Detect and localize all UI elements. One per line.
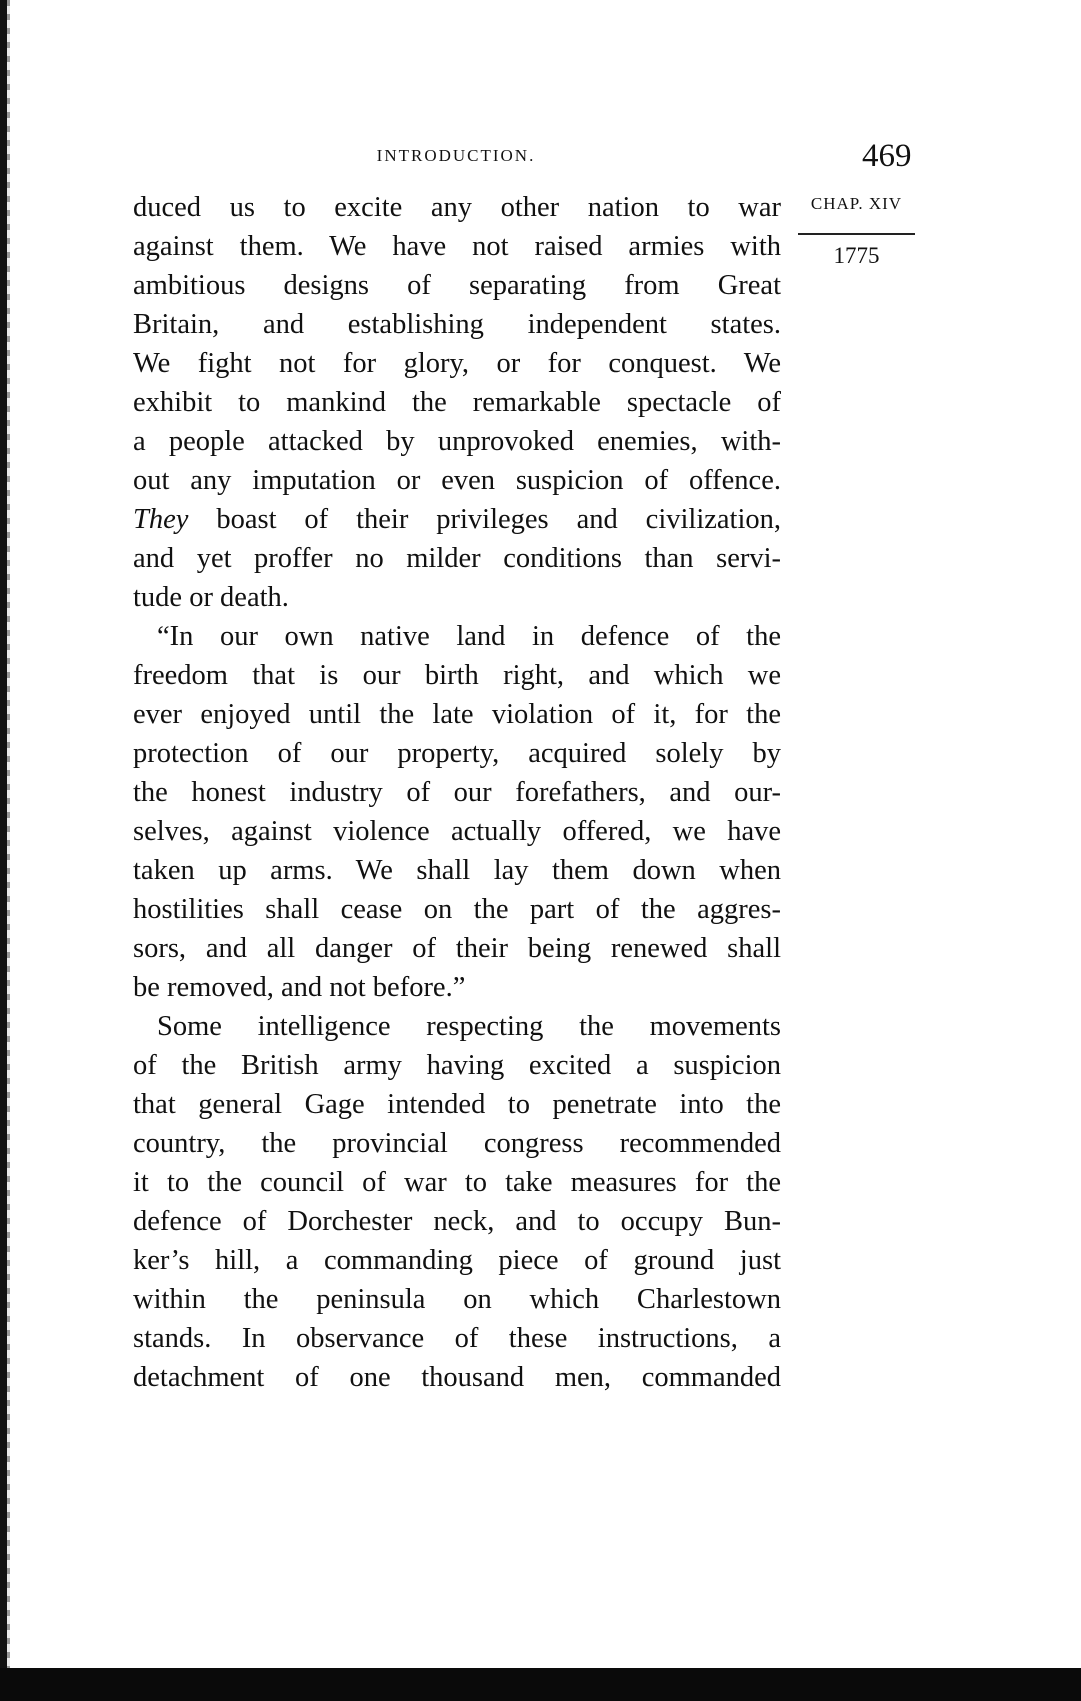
text-line: against them. We have not raised armies with bbox=[133, 231, 781, 262]
page-number: 469 bbox=[862, 138, 912, 174]
text-line: Some intelligence respecting the movements bbox=[157, 1011, 781, 1042]
text-line: be removed, and not before.” bbox=[133, 972, 466, 1003]
text-line: ambitious designs of separating from Great bbox=[133, 270, 781, 301]
text-segment: boast of their privileges and civilization, bbox=[216, 504, 782, 535]
text-line: a people attacked by unprovoked enemies, with- bbox=[133, 426, 781, 457]
text-line: Britain, and establishing independent states. bbox=[133, 309, 781, 340]
text-line: that general Gage intended to penetrate into the bbox=[133, 1089, 781, 1120]
text-line: and yet proffer no milder conditions than servi- bbox=[133, 543, 781, 574]
text-line: it to the council of war to take measures for the bbox=[133, 1167, 781, 1198]
text-line: the honest industry of our forefathers, and our- bbox=[133, 777, 781, 808]
text-line: sors, and all danger of their being renewed shall bbox=[133, 933, 781, 964]
text-line: detachment of one thousand men, commanded bbox=[133, 1362, 781, 1393]
text-line: of the British army having excited a suspicion bbox=[133, 1050, 781, 1081]
text-line: taken up arms. We shall lay them down when bbox=[133, 855, 781, 886]
scan-edge-left bbox=[0, 0, 7, 1701]
scan-edge-bottom bbox=[0, 1668, 1081, 1701]
paragraph-3 bbox=[133, 1007, 781, 1397]
text-line: We fight not for glory, or for conquest. We bbox=[133, 348, 781, 379]
text-line: “In our own native land in defence of the bbox=[157, 621, 781, 652]
text-line: freedom that is our birth right, and which we bbox=[133, 660, 781, 691]
text-line: stands. In observance of these instructions, a bbox=[133, 1323, 781, 1354]
scan-edge-shadow bbox=[7, 0, 10, 1701]
text-line: country, the provincial congress recommended bbox=[133, 1128, 781, 1159]
margin-rule bbox=[798, 233, 915, 235]
italic-word: They bbox=[133, 504, 189, 535]
text-line: duced us to excite any other nation to war bbox=[133, 192, 781, 223]
text-line: within the peninsula on which Charlestown bbox=[133, 1284, 781, 1315]
paragraph-1 bbox=[133, 188, 781, 617]
text-line: defence of Dorchester neck, and to occupy Bun- bbox=[133, 1206, 781, 1237]
text-line: tude or death. bbox=[133, 582, 289, 613]
text-line: ker’s hill, a commanding piece of ground just bbox=[133, 1245, 781, 1276]
margin-year: 1775 bbox=[833, 243, 880, 268]
text-line: exhibit to mankind the remarkable spectacle of bbox=[133, 387, 781, 418]
text-line: out any imputation or even suspicion of offence. bbox=[133, 465, 781, 496]
body-text bbox=[133, 188, 781, 1397]
paragraph-2 bbox=[133, 617, 781, 1007]
text-line bbox=[133, 500, 781, 539]
text-line: hostilities shall cease on the part of the aggres- bbox=[133, 894, 781, 925]
text-line: protection of our property, acquired solely by bbox=[133, 738, 781, 769]
text-line: selves, against violence actually offered, we have bbox=[133, 816, 781, 847]
margin-chapter: CHAP. XIV bbox=[810, 194, 903, 213]
running-head: INTRODUCTION. bbox=[376, 146, 536, 165]
text-line: ever enjoyed until the late violation of it, for the bbox=[133, 699, 781, 730]
